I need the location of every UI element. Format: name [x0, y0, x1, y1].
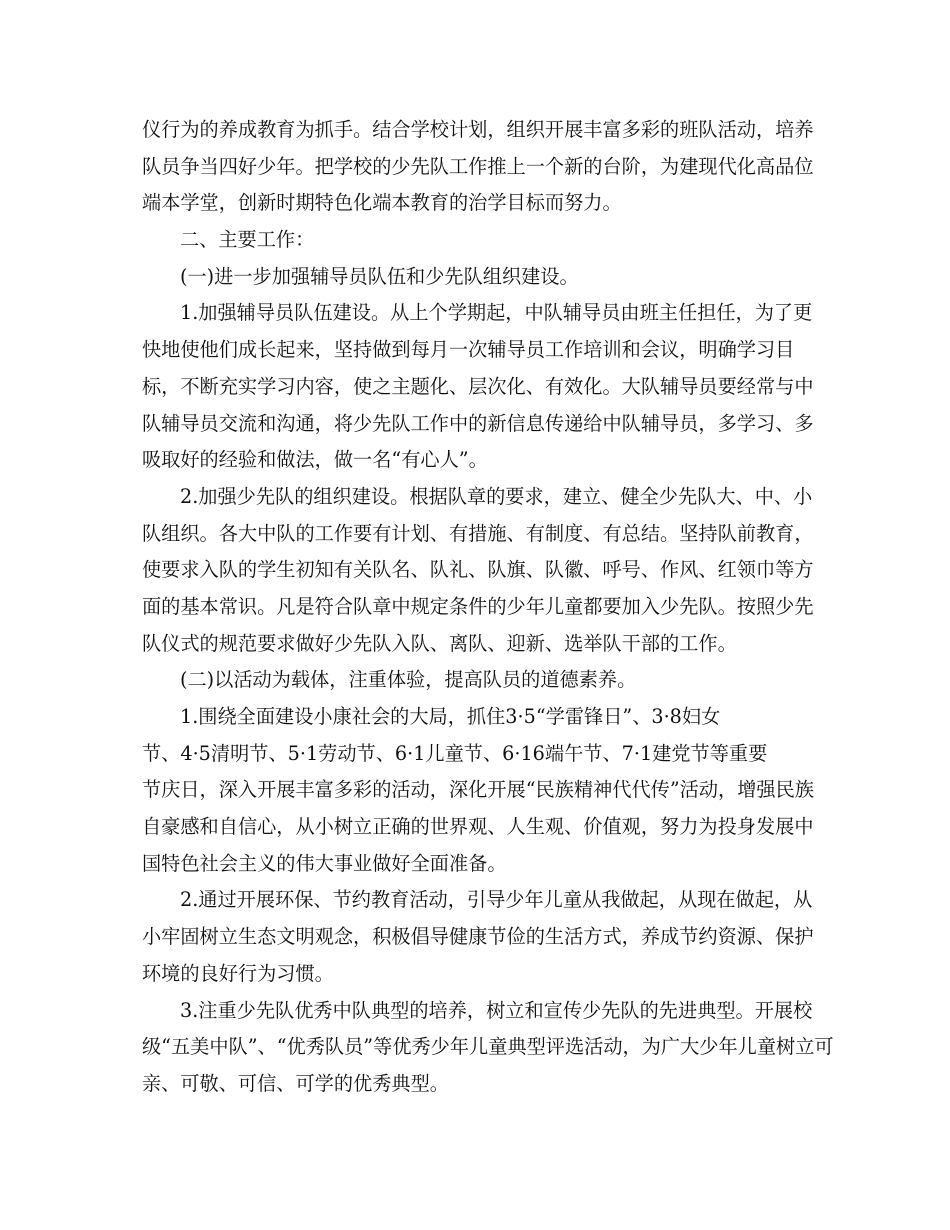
text-line: 环境的良好行为习惯。 — [142, 961, 334, 985]
text-line: 使要求入队的学生初知有关队名、队礼、队旗、队徽、呼号、作风、红领巾等方 — [142, 558, 814, 582]
text-line: 3.注重少先队优秀中队典型的培养，树立和宣传少先队的先进典型。开展校 — [180, 998, 813, 1022]
text-line: 2.加强少先队的组织建设。根据队章的要求，建立、健全少先队大、中、小 — [180, 484, 813, 508]
paragraph — [142, 222, 812, 259]
text-line: 节庆日，深入开展丰富多彩的活动，深化开展“民族精神代代传”活动，增强民族 — [142, 778, 814, 802]
text-line: 标，不断充实学习内容，使之主题化、层次化、有效化。大队辅导员要经常与中 — [142, 374, 814, 398]
text-line: 2.通过开展环保、节约教育活动，引导少年儿童从我做起，从现在做起，从 — [180, 888, 813, 912]
text-line: (一)进一步加强辅导员队伍和少先队组织建设。 — [180, 264, 579, 288]
paragraph — [142, 479, 812, 662]
paragraph — [142, 259, 812, 296]
text-line: 国特色社会主义的伟大事业做好全面准备。 — [142, 851, 507, 875]
text-line: 面的基本常识。凡是符合队章中规定条件的少年儿童都要加入少先队。按照少先 — [142, 594, 814, 618]
text-line: 亲、可敬、可信、可学的优秀典型。 — [142, 1071, 449, 1095]
text-line: 节、4·5清明节、5·1劳动节、6·1儿童节、6·16端午节、7·1建党节等重要 — [142, 741, 768, 765]
text-line: 1.加强辅导员队伍建设。从上个学期起，中队辅导员由班主任担任，为了更 — [180, 301, 813, 325]
text-line: (二)以活动为载体，注重体验，提高队员的道德素养。 — [180, 668, 637, 692]
text-line: 端本学堂，创新时期特色化端本教育的治学目标而努力。 — [142, 191, 622, 215]
text-line: 仪行为的养成教育为抓手。结合学校计划，组织开展丰富多彩的班队活动，培养 — [142, 118, 814, 141]
paragraph — [142, 295, 812, 478]
text-line: 1.围绕全面建设小康社会的大局，抓住3·5“学雷锋日”、3·8妇女 — [180, 705, 721, 728]
text-line: 自豪感和自信心，从小树立正确的世界观、人生观、价值观，努力为投身发展中 — [142, 815, 814, 839]
text-line: 二、主要工作： — [180, 228, 315, 252]
document-page — [142, 112, 834, 1103]
text-line: 快地使他们成长起来，坚持做到每月一次辅导员工作培训和会议，明确学习目 — [142, 338, 795, 362]
paragraph — [142, 112, 812, 222]
paragraph — [142, 699, 812, 882]
text-line: 队员争当四好少年。把学校的少先队工作推上一个新的台阶，为建现代化高品位 — [142, 154, 814, 178]
text-line: 级“五美中队”、“优秀队员”等优秀少年儿童典型评选活动，为广大少年儿童树立可 — [142, 1035, 834, 1059]
paragraph — [142, 662, 812, 699]
text-line: 小牢固树立生态文明观念，积极倡导健康节俭的生活方式，养成节约资源、保护 — [142, 925, 814, 949]
text-line: 队辅导员交流和沟通，将少先队工作中的新信息传递给中队辅导员，多学习、多 — [142, 411, 814, 435]
paragraph — [142, 882, 812, 992]
paragraph — [142, 993, 834, 1103]
text-line: 队组织。各大中队的工作要有计划、有措施、有制度、有总结。坚持队前教育， — [142, 521, 814, 545]
text-line: 吸取好的经验和做法，做一名“有心人”。 — [142, 448, 488, 472]
text-line: 队仪式的规范要求做好少先队入队、离队、迎新、选举队干部的工作。 — [142, 631, 737, 655]
